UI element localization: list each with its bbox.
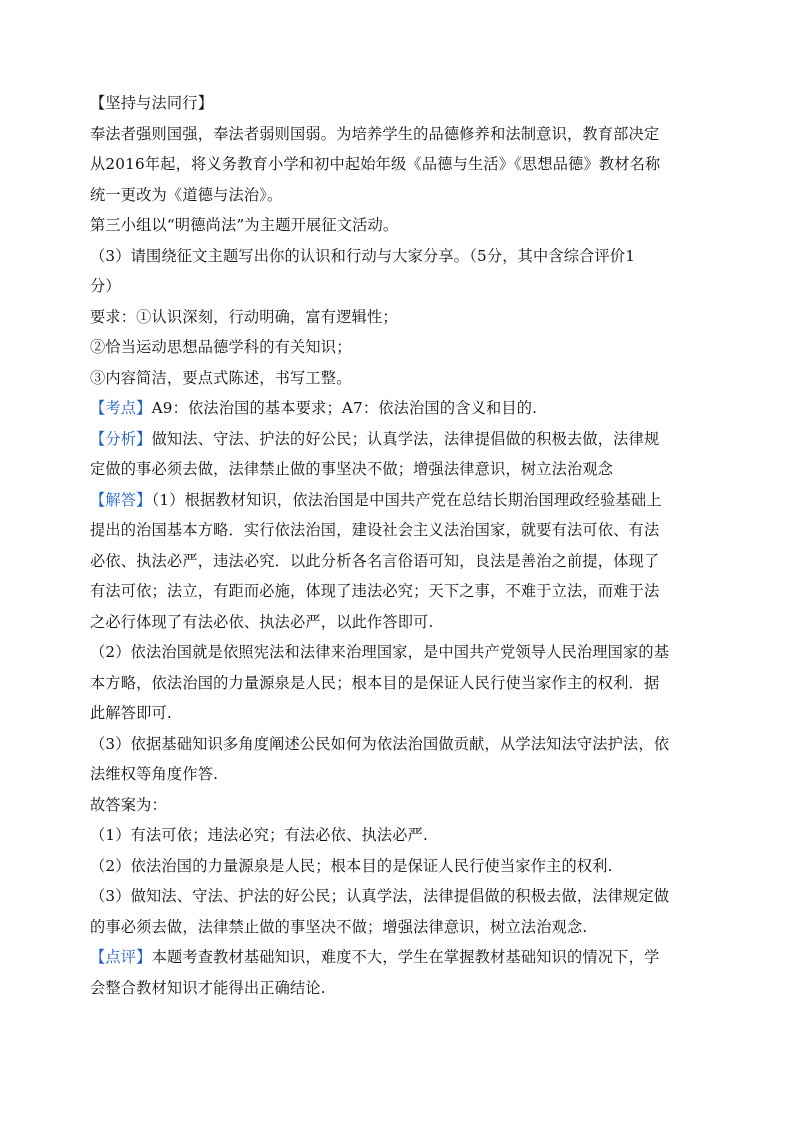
requirement-line: 要求：①认识深刻，行动明确，富有逻辑性； [90, 307, 398, 326]
final-answer-line: 的事必须去做，法律禁止做的事坚决不做；增强法律意识，树立法治观念. [90, 917, 588, 936]
fenxi-tag: 【分析】 [90, 429, 152, 448]
intro-line: 奉法者强则国强，奉法者弱则国弱。为培养学生的品德修养和法制意识，教育部决定 [90, 124, 660, 143]
sub-question-line: 分） [90, 277, 121, 295]
jieda-line: （3）依据基础知识多角度阐述公民如何为依法治国做贡献，从学法知法守法护法，依 [90, 734, 670, 753]
fenxi-line: 定做的事必须去做，法律禁止做的事坚决不做；增强法律意识，树立法治观念 [90, 460, 614, 478]
intro-line: 统一更改为《道德与法治》。 [90, 185, 283, 204]
group-task: 第三小组以“明德尚法”为主题开展征文活动。 [90, 216, 399, 234]
final-answer-line: （2）依法治国的力量源泉是人民；根本目的是保证人民行使当家作主的权利. [90, 856, 613, 875]
jieda-line: 必依、执法必严，违法必究．以此分析各名言俗语可知，良法是善治之前提，体现了 [90, 551, 660, 570]
kaodian-section [90, 393, 712, 424]
jieda-line: （1）根据教材知识，依法治国是中国共产党在总结长期治国理政经验基础上 [151, 490, 662, 509]
final-answer-line: （3）做知法、守法、护法的好公民；认真学法，法律提倡做的积极去做，法律规定做 [90, 887, 670, 905]
kaodian-text: A9：依法治国的基本要求；A7：依法治国的含义和目的. [151, 399, 538, 417]
jieda-line: 提出的治国基本方略．实行依法治国，建设社会主义法治国家，就要有法可依、有法 [90, 521, 660, 539]
question-heading: 【坚持与法同行】 [90, 94, 214, 112]
document-page [90, 88, 712, 1003]
jieda-line: 有法可依；法立，有距而必施，体现了违法必究；天下之事，不难于立法，而难于法 [90, 582, 660, 600]
dianping-line: 本题考查教材基础知识，难度不大，学生在掌握教材基础知识的情况下，学 [151, 948, 660, 966]
final-answer-line: （1）有法可依；违法必究；有法必依、执法必严. [90, 826, 429, 844]
jieda-section [90, 485, 712, 516]
requirement-line: ③内容简洁，要点式陈述，书写工整。 [90, 368, 352, 387]
dianping-tag: 【点评】 [90, 948, 152, 966]
intro-line: 从2016年起，将义务教育小学和初中起始年级《品德与生活》《思想品德》教材名称 [90, 155, 661, 173]
dianping-section [90, 942, 712, 973]
jieda-line: 此解答即可. [90, 704, 172, 722]
fenxi-line: 做知法、守法、护法的好公民；认真学法，法律提倡做的积极去做，法律规 [151, 429, 660, 448]
kaodian-tag: 【考点】 [90, 399, 152, 417]
dianping-line: 会整合教材知识才能得出正确结论. [90, 978, 326, 997]
final-answer-label: 故答案为： [90, 795, 167, 814]
fenxi-section [90, 424, 712, 455]
sub-question-line: （3）请围绕征文主题写出你的认识和行动与大家分享。（5分，其中含综合评价1 [90, 246, 636, 265]
jieda-tag: 【解答】 [90, 490, 152, 509]
requirement-line: ②恰当运动思想品德学科的有关知识； [90, 338, 352, 356]
jieda-line: 法维权等角度作答. [90, 765, 219, 783]
jieda-line: 之必行体现了有法必依、执法必严，以此作答即可. [90, 612, 434, 631]
jieda-line: 本方略，依法治国的力量源泉是人民；根本目的是保证人民行使当家作主的权利．据 [90, 673, 660, 692]
jieda-line: （2）依法治国就是依照宪法和法律来治理国家，是中国共产党领导人民治理国家的基 [90, 643, 670, 661]
